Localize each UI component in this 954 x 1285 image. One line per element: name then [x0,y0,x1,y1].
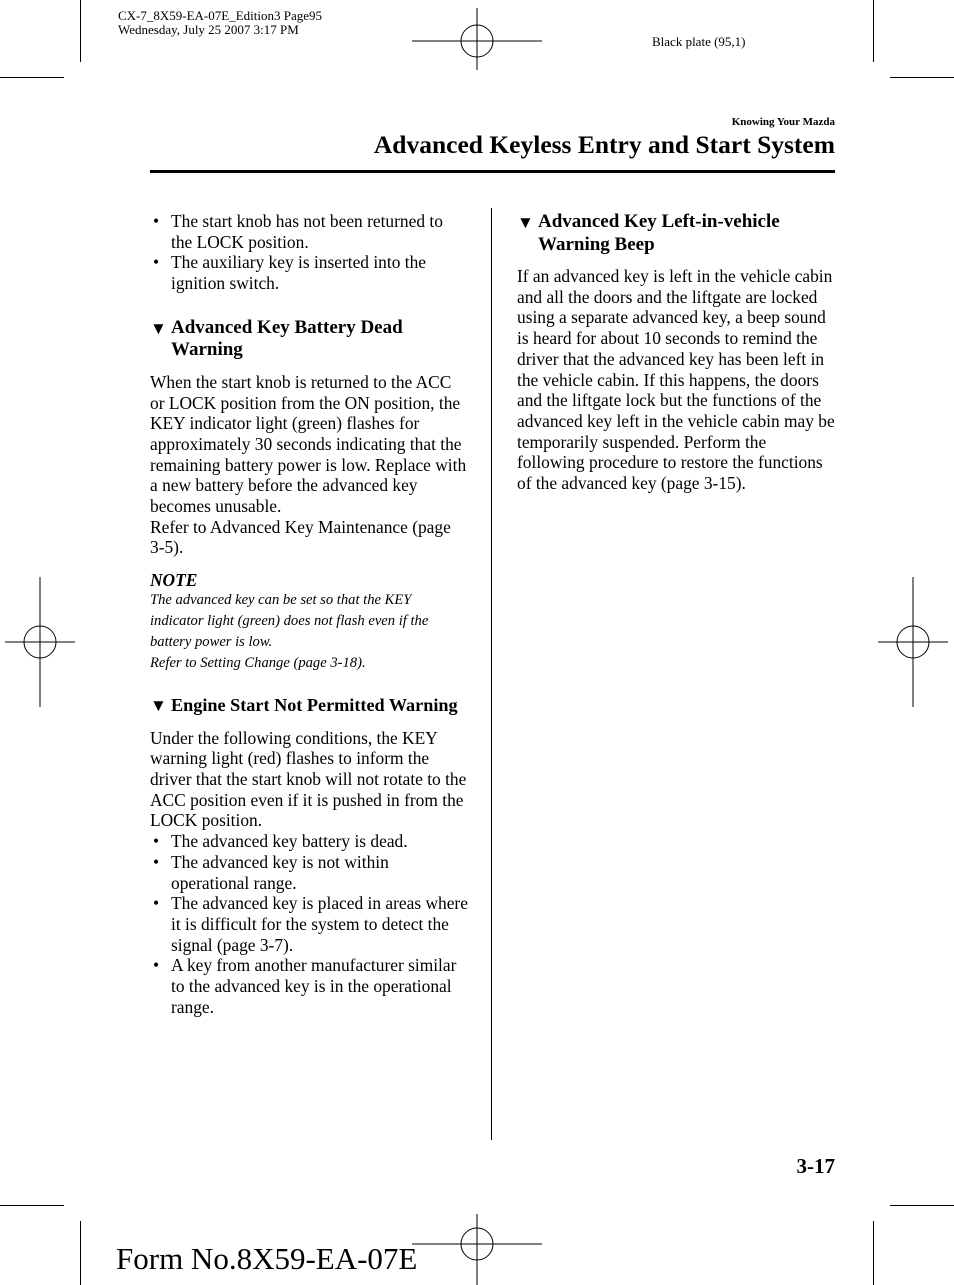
list-item-text: A key from another manufacturer similar to the advanced key is in the operational range. [171,955,457,1017]
crop-mark [80,1221,81,1285]
list-item [150,252,468,293]
page-number: 3-17 [796,1154,835,1178]
list-item-text: The start knob has not been returned to the LOCK position. [171,211,443,252]
bullet-icon: • [153,893,160,914]
registration-mark-top [412,8,542,70]
list-item-text: The advanced key is placed in areas where it is difficult for the system to detect the signal (page 3-7). [171,893,468,955]
note-text: The advanced key can be set so that the KEY indicator light (green) does not flash even if the battery power is low. Refer to Setting Change (page 3-18). [150,592,429,672]
engine-paragraph: Under the following conditions, the KEY warning light (red) flashes to inform the driver that the start knob will not rotate to the ACC position even if it is pushed in from the LOCK position. [150,727,467,831]
crop-mark [890,77,954,78]
list-item [150,852,468,893]
bullet-icon: • [153,955,160,976]
column-divider [491,208,492,1140]
crop-mark [873,1221,874,1285]
plate-label: Black plate (95,1) [652,34,746,49]
bullet-icon: • [153,851,160,872]
crop-mark [890,1205,954,1206]
header-rule [150,170,835,173]
right-column [517,211,837,494]
list-item [150,831,468,852]
crop-mark [873,0,874,62]
left-in-vehicle-heading: ▼ Advanced Key Left-in-vehicle Warning Beep [517,211,780,255]
crop-mark [0,77,64,78]
form-number: Form No.8X59-EA-07E [116,1241,418,1276]
list-item-text: The advanced key is not within operational range. [171,851,389,893]
crop-mark [0,1205,64,1206]
note-heading: NOTE [150,570,198,591]
list-item [150,955,468,1017]
print-date-line: Wednesday, July 25 2007 3:17 PM [118,22,299,37]
registration-mark-right [878,577,948,707]
triangle-icon: ▼ [150,318,167,338]
registration-mark-bottom [412,1214,542,1285]
bullet-icon: • [153,211,160,231]
list-item-text: The auxiliary key is inserted into the ignition switch. [171,252,426,294]
left-column [150,211,468,1017]
triangle-icon: ▼ [150,696,167,716]
list-item [150,211,468,252]
list-item-text: The advanced key battery is dead. [171,831,408,852]
section-label: Knowing Your Mazda [731,116,835,128]
battery-warning-heading: ▼ Advanced Key Battery Dead Warning [150,316,403,361]
crop-mark [80,0,81,62]
bullet-icon: • [153,831,160,852]
print-meta [118,9,322,37]
battery-paragraph: When the start knob is returned to the ACC or LOCK position from the ON position, the KEY indicator light (green) flashes for approximately 30 seconds indicating that the remaining battery power is low. Replace with a new battery before the advanced key becomes unusable. [150,371,467,517]
bullet-icon: • [153,252,160,273]
engine-warning-heading: ▼ Engine Start Not Permitted Warning [150,694,468,717]
list-item [150,893,468,955]
left-in-vehicle-paragraph: If an advanced key is left in the vehicle cabin and all the doors and the liftgate are locked using a separate advanced key, a beep sound is heard for about 10 seconds to remind the driver that the advanced key has been left in the vehicle cabin. If this happens, the doors and the liftgate lock but the functions of the advanced key left in the vehicle cabin may be temporarily suspended. Perform the following procedure to restore the functions of the advanced key (page 3-15). [517,266,835,494]
print-file-line: CX-7_8X59-EA-07E_Edition3 Page95 [118,8,323,23]
battery-reference: Refer to Advanced Key Maintenance (page 3-5). [150,516,451,558]
page-title: Advanced Keyless Entry and Start System [373,130,835,159]
registration-mark-left [5,577,75,707]
triangle-icon: ▼ [517,213,534,232]
